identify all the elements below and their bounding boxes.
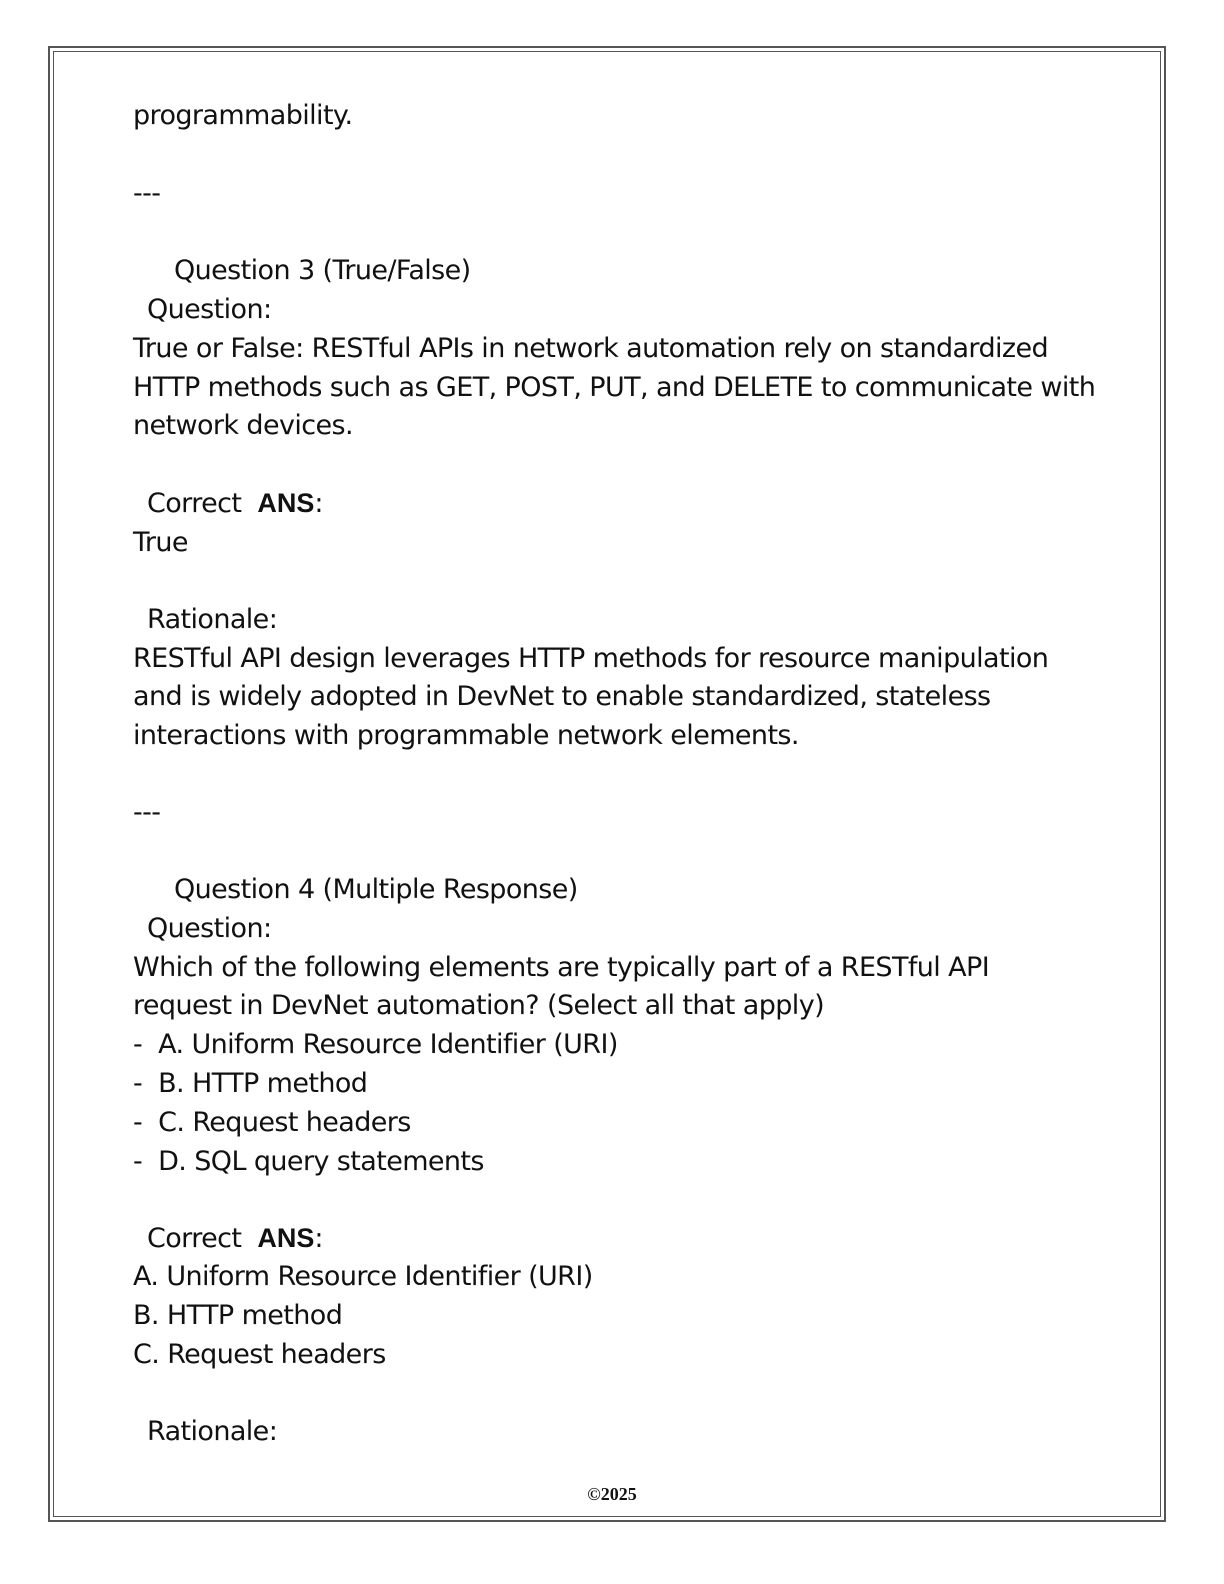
question-4-rationale-label: Rationale: — [147, 1416, 278, 1447]
question-4-label: Question: — [147, 913, 272, 944]
question-4-answer-a: A. Uniform Resource Identifier (URI) — [133, 1261, 593, 1292]
ans-bold: ANS — [257, 488, 315, 518]
question-3-text-line: network devices. — [133, 410, 353, 441]
question-4-text-line: Which of the following elements are typically part of a RESTful API — [133, 952, 990, 983]
question-4-answer-c: C. Request headers — [133, 1339, 386, 1370]
question-3-rationale-line: and is widely adopted in DevNet to enable standardized, stateless — [133, 681, 991, 712]
question-3-rationale-line: interactions with programmable network elements. — [133, 720, 799, 751]
continued-text: programmability. — [133, 100, 353, 131]
question-4-option-a: - A. Uniform Resource Identifier (URI) — [133, 1029, 618, 1060]
question-4-option-c: - C. Request headers — [133, 1107, 411, 1138]
correct-prefix: Correct — [147, 1223, 250, 1254]
correct-suffix: : — [314, 1223, 323, 1254]
question-3-text-line: HTTP methods such as GET, POST, PUT, and DELETE to communicate with — [133, 372, 1096, 403]
ans-bold: ANS — [257, 1223, 315, 1253]
question-3-rationale-line: RESTful API design leverages HTTP methods for resource manipulation — [133, 643, 1049, 674]
question-3-rationale-label: Rationale: — [147, 604, 278, 635]
question-3-answer: True — [133, 527, 188, 558]
question-3-correct-label — [147, 488, 323, 519]
question-4-option-b: - B. HTTP method — [133, 1068, 368, 1099]
question-4-text-line: request in DevNet automation? (Select all that apply) — [133, 990, 825, 1021]
question-4-answer-b: B. HTTP method — [133, 1300, 343, 1331]
copyright-footer: ©2025 — [587, 1484, 637, 1504]
question-3-title: Question 3 (True/False) — [174, 255, 471, 286]
question-4-option-d: - D. SQL query statements — [133, 1146, 484, 1177]
question-4-title: Question 4 (Multiple Response) — [174, 874, 578, 905]
correct-prefix: Correct — [147, 488, 250, 519]
question-4-correct-label — [147, 1223, 323, 1254]
separator: --- — [133, 797, 161, 828]
question-3-text-line: True or False: RESTful APIs in network automation rely on standardized — [133, 333, 1049, 364]
question-3-label: Question: — [147, 294, 272, 325]
separator: --- — [133, 178, 161, 209]
correct-suffix: : — [314, 488, 323, 519]
